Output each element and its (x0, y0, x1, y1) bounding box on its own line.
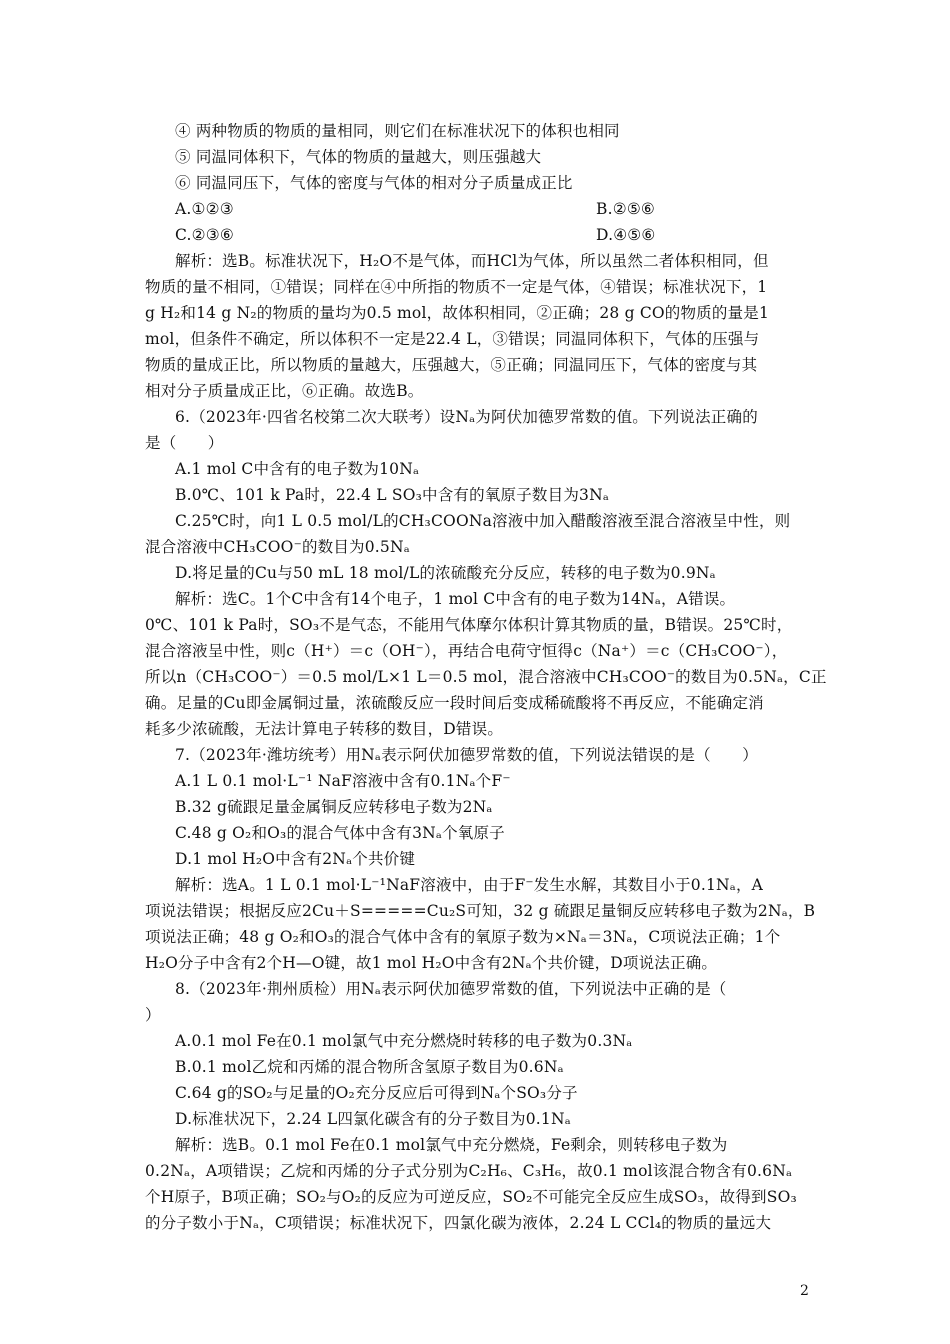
text-line: 物质的量不相同，①错误；同样在④中所指的物质不一定是气体，④错误；标准状况下，1 (145, 278, 768, 296)
text-line: A.1 L 0.1 mol·L⁻¹ NaF溶液中含有0.1Nₐ个F⁻ (175, 772, 511, 790)
text-line: 混合溶液呈中性，则c（H⁺）＝c（OH⁻），再结合电荷守恒得c（Na⁺）＝c（CH₃COO⁻）， (145, 642, 788, 660)
text-line: ④ 两种物质的物质的量相同，则它们在标准状况下的体积也相同 (175, 122, 620, 140)
text-line: 物质的量成正比，所以物质的量越大，压强越大，⑤正确；同温同压下，气体的密度与其 (145, 356, 758, 374)
option-b: B.②⑤⑥ (596, 200, 656, 218)
text-line: A.1 mol C中含有的电子数为10Nₐ (175, 460, 420, 478)
text-line: 0.2Nₐ，A项错误；乙烷和丙烯的分子式分别为C₂H₆、C₃H₆，故0.1 mol该混合物含有0.6Nₐ (145, 1162, 793, 1180)
text-line: ⑤ 同温同体积下，气体的物质的量越大，则压强越大 (175, 148, 542, 166)
text-line: 0℃、101 k Pa时，SO₃不是气态，不能用气体摩尔体积计算其物质的量，B错误。25℃时， (145, 616, 793, 634)
text-line: 解析：选C。1个C中含有14个电子，1 mol C中含有的电子数为14Nₐ，A错误。 (175, 590, 736, 608)
text-line: H₂O分子中含有2个H—O键，故1 mol H₂O中含有2Nₐ个共价键，D项说法正确。 (145, 954, 718, 972)
question-8-stem: 8.（2023年·荆州质检）用Nₐ表示阿伏加德罗常数的值，下列说法中正确的是（ (175, 980, 727, 998)
text-line: 是（ ） (145, 434, 224, 452)
text-line: 解析：选A。1 L 0.1 mol·L⁻¹NaF溶液中，由于F⁻发生水解，其数目小于0.1Nₐ，A (175, 876, 764, 894)
text-line: D.1 mol H₂O中含有2Nₐ个共价键 (175, 850, 416, 868)
text-line: ） (145, 1006, 161, 1024)
question-6-stem: 6.（2023年·四省名校第二次大联考）设Nₐ为阿伏加德罗常数的值。下列说法正确的 (175, 408, 758, 426)
option-d: D.④⑤⑥ (596, 226, 656, 244)
text-line: 项说法错误；根据反应2Cu＋S=====Cu₂S可知，32 g 硫跟足量铜反应转移电子数为2Nₐ，B (145, 902, 816, 920)
text-line: 耗多少浓硫酸，无法计算电子转移的数目，D错误。 (145, 720, 504, 738)
question-7-stem: 7.（2023年·潍坊统考）用Nₐ表示阿伏加德罗常数的值，下列说法错误的是（ ） (175, 746, 758, 764)
text-line: A.0.1 mol Fe在0.1 mol氯气中充分燃烧时转移的电子数为0.3Nₐ (175, 1032, 633, 1050)
text-line: 解析：选B。0.1 mol Fe在0.1 mol氯气中充分燃烧，Fe剩余，则转移电子数为 (175, 1136, 728, 1154)
text-line: mol，但条件不确定，所以体积不一定是22.4 L，③错误；同温同体积下，气体的压强与 (145, 330, 760, 348)
text-line: 的分子数小于Nₐ，C项错误；标准状况下，四氯化碳为液体，2.24 L CCl₄的物质的量远大 (145, 1214, 772, 1232)
text-line: B.0.1 mol乙烷和丙烯的混合物所含氢原子数目为0.6Nₐ (175, 1058, 564, 1076)
text-line: 确。足量的Cu即金属铜过量，浓硫酸反应一段时间后变成稀硫酸将不再反应，不能确定消 (145, 694, 764, 712)
text-line: B.0℃、101 k Pa时，22.4 L SO₃中含有的氧原子数目为3Nₐ (175, 486, 610, 504)
text-line: ⑥ 同温同压下，气体的密度与气体的相对分子质量成正比 (175, 174, 573, 192)
text-line: D.将足量的Cu与50 mL 18 mol/L的浓硫酸充分反应，转移的电子数为0.9Nₐ (175, 564, 716, 582)
text-line: C.25℃时，向1 L 0.5 mol/L的CH₃COONa溶液中加入醋酸溶液至混合溶液呈中性，则 (175, 512, 791, 530)
text-line: B.32 g硫跟足量金属铜反应转移电子数为2Nₐ (175, 798, 493, 816)
page-number: 2 (800, 1283, 809, 1299)
text-line: 解析：选B。标准状况下，H₂O不是气体，而HCl为气体，所以虽然二者体积相同，但 (175, 252, 769, 270)
text-line: C.48 g O₂和O₃的混合气体中含有3Nₐ个氧原子 (175, 824, 505, 842)
text-line: 个H原子，B项正确；SO₂与O₂的反应为可逆反应，SO₂不可能完全反应生成SO₃，故得到SO₃ (145, 1188, 797, 1206)
text-line: g H₂和14 g N₂的物质的量均为0.5 mol，故体积相同，②正确；28 g CO的物质的量是1 (145, 304, 770, 322)
text-line: 所以n（CH₃COO⁻）＝0.5 mol/L×1 L＝0.5 mol，混合溶液中CH₃COO⁻的数目为0.5Nₐ，C正 (145, 668, 827, 686)
text-line: D.标准状况下，2.24 L四氯化碳含有的分子数目为0.1Nₐ (175, 1110, 571, 1128)
option-c: C.②③⑥ (175, 226, 234, 244)
option-a (175, 196, 234, 223)
text-line: 项说法正确；48 g O₂和O₃的混合气体中含有的氧原子数为×Nₐ＝3Nₐ，C项说法正确；1个 (145, 928, 781, 946)
text-line: 混合溶液中CH₃COO⁻的数目为0.5Nₐ (145, 538, 410, 556)
option-a-label: A.①②③ (175, 200, 234, 218)
text-line: 相对分子质量成正比，⑥正确。故选B。 (145, 382, 424, 400)
text-line: C.64 g的SO₂与足量的O₂充分反应后可得到Nₐ个SO₃分子 (175, 1084, 578, 1102)
